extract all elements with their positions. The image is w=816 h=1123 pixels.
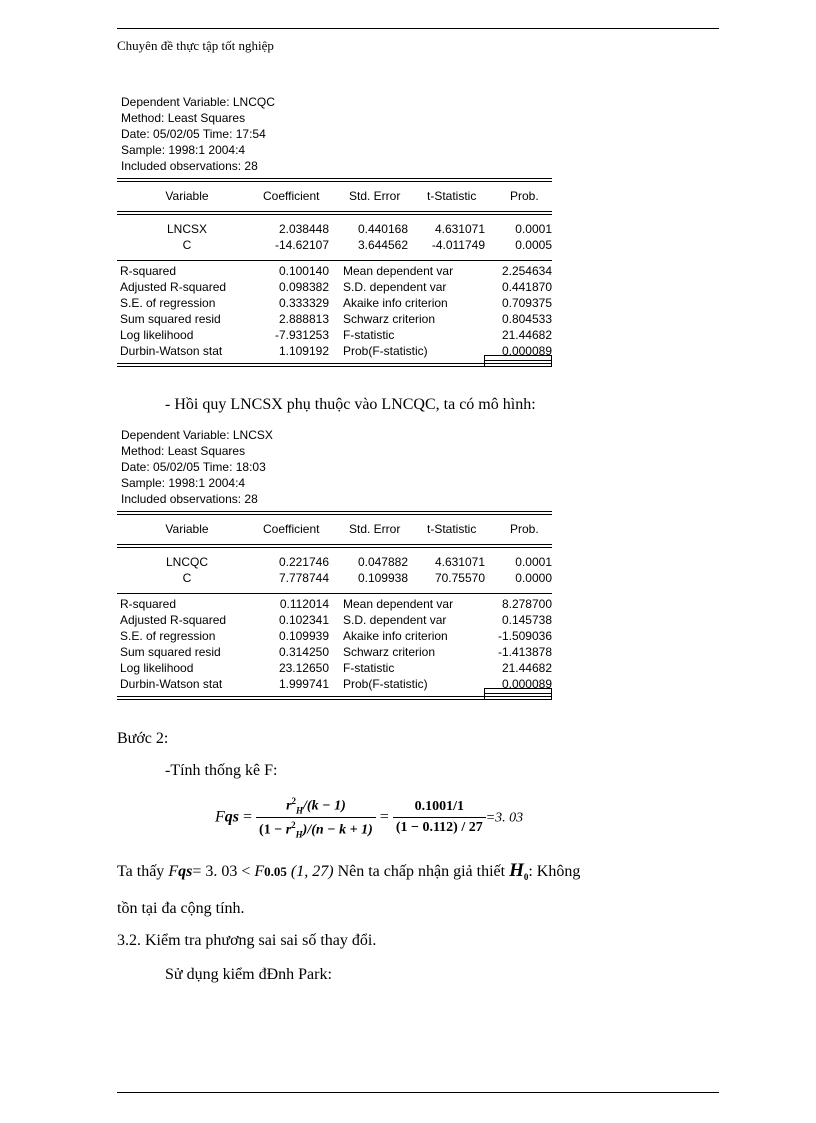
stat-label: Schwarz criterion [343,645,436,659]
equals-sign: = [379,808,389,826]
stat-value: 0.000089 [501,677,552,691]
col-header: t-Statistic [427,522,477,536]
col-header: Prob. [510,189,539,203]
stat-value: 1.109192 [278,344,329,358]
stat-value: -1.413878 [497,645,552,659]
reg2-info [121,427,273,507]
stat-value: 0.145738 [501,613,552,627]
denominator [256,818,376,839]
cell: 0.221746 [278,555,329,569]
f-formula [215,796,523,840]
table-row [117,238,552,254]
info-line: Date: 05/02/05 Time: 17:54 [121,127,266,141]
fraction-values [393,799,486,836]
fraction-general [256,796,376,840]
stat-value: 2.254634 [501,264,552,278]
cell: LNCSX [166,222,207,236]
cell: LNCQC [165,555,208,569]
info-line: Sample: 1998:1 2004:4 [121,476,246,490]
stat-label: Log likelihood [120,661,194,675]
stat-label: Akaike info criterion [343,629,448,643]
stat-label: Durbin-Watson stat [120,677,223,691]
cell: 0.0001 [515,222,552,236]
table-rule [117,178,552,182]
stat-label: Adjusted R-squared [120,613,227,627]
info-line: Method: Least Squares [121,111,246,125]
stats-row [117,280,552,296]
stat-value: 0.709375 [501,296,552,310]
stat-label: S.E. of regression [120,629,216,643]
section-heading: 3.2. Kiểm tra phương sai sai số thay đổi. [117,932,377,949]
stat-value: 21.44682 [501,328,552,342]
stat-value: 2.888813 [278,312,329,326]
info-line: Sample: 1998:1 2004:4 [121,143,246,157]
cell: C [182,238,192,252]
sub: H [295,829,303,840]
stat-value: 0.112014 [279,597,329,611]
den-rest: )/(n − k + 1) [302,823,373,839]
sub: H [296,805,304,816]
cell: 0.440168 [357,222,408,236]
text: Ta thấy [117,863,169,880]
highlight-box [484,688,552,700]
stat-label: S.E. of regression [120,296,216,310]
cell: -14.62107 [274,238,329,252]
cell: 4.631071 [434,555,485,569]
equals-sign: = [243,808,253,826]
stat-value: 0.000089 [501,344,552,358]
col-header: Std. Error [349,522,401,536]
stats-row [117,296,552,312]
cell: 0.047882 [357,555,408,569]
qs-subscript: qs [224,808,240,826]
info-line: Dependent Variable: LNCSX [121,428,273,442]
text: = 3. 03 < [192,863,255,880]
stat-value: 0.804533 [501,312,552,326]
stat-value: 21.44682 [501,661,552,675]
stat-label: Sum squared resid [120,312,221,326]
cell: 0.0005 [515,238,552,252]
info-line: Date: 05/02/05 Time: 18:03 [121,460,266,474]
stats-row [117,629,552,645]
reg1-info [121,94,275,174]
cell: 0.0000 [515,571,552,585]
footer-rule [117,1092,719,1093]
f-symbol: F [168,863,179,880]
stats-row [117,661,552,677]
denominator: (1 − 0.112) / 27 [395,820,483,836]
stat-label: F-statistic [343,328,395,342]
alpha-subscript: 0.05 [264,864,287,879]
stats-row [117,613,552,629]
cell: 0.109938 [357,571,408,585]
result: =3. 03 [485,810,524,826]
num-rest: /(k − 1) [303,798,346,814]
info-line: Method: Least Squares [121,444,246,458]
stat-label: R-squared [120,264,177,278]
stat-label: Durbin-Watson stat [120,344,223,358]
col-header: Std. Error [349,189,401,203]
stat-value: -7.931253 [274,328,329,342]
paragraph: - Hồi quy LNCSX phụ thuộc vào LNCQC, ta có mô hình: [165,396,536,413]
stat-value: -1.509036 [497,629,552,643]
h-subscript: 0 [523,872,529,883]
table-row [117,222,552,238]
cell: 7.778744 [278,571,329,585]
cell: -4.011749 [431,238,485,252]
text: Nên ta chấp nhận giả thiết [333,863,510,880]
step-heading: Bước 2: [117,730,169,747]
stat-label: S.D. dependent var [343,280,447,294]
stat-label: Prob(F-statistic) [343,344,428,358]
stat-value: 0.102341 [278,613,329,627]
highlight-box [484,355,552,367]
info-line: Included observations: 28 [121,492,258,506]
col-header: Variable [165,522,209,536]
conclusion-line-2: tồn tại đa cộng tính. [117,900,245,917]
f-args: (1, 27) [286,863,334,880]
stats-row [117,645,552,661]
table-header-row [117,189,552,211]
table-rule [117,511,552,515]
r-var: r [285,823,292,839]
header-rule [117,28,719,29]
stat-label: Sum squared resid [120,645,221,659]
col-header: Prob. [510,522,539,536]
r-var: r [286,798,292,814]
subheading: -Tính thống kê F: [165,762,278,779]
stat-label: S.D. dependent var [343,613,447,627]
stat-label: Adjusted R-squared [120,280,227,294]
cell: 3.644562 [357,238,408,252]
qs-subscript: qs [178,863,193,880]
stat-label: Akaike info criterion [343,296,448,310]
page-header: Chuyên đề thực tập tốt nghiệp [117,38,274,53]
stat-value: 0.100140 [278,264,329,278]
col-header: Coefficient [263,522,320,536]
reg2-table [117,511,552,700]
info-line: Dependent Variable: LNCQC [121,95,275,109]
stats-row [117,328,552,344]
den-open: (1 − [259,823,286,839]
cell: 2.038448 [278,222,329,236]
numerator [256,796,376,818]
cell: 4.631071 [434,222,485,236]
stat-value: 1.999741 [278,677,329,691]
col-header: t-Statistic [427,189,477,203]
exp: 2 [291,796,297,806]
h-symbol: H [509,860,524,881]
stat-label: F-statistic [343,661,395,675]
f-symbol: F [215,808,225,826]
info-line: Included observations: 28 [121,159,258,173]
stat-value: 0.109939 [278,629,329,643]
stat-value: 0.098382 [278,280,329,294]
exp: 2 [291,820,296,831]
reg1-table [117,178,552,367]
table-row [117,571,552,587]
stat-label: Mean dependent var [343,264,454,278]
col-header: Variable [165,189,209,203]
stat-label: Log likelihood [120,328,194,342]
stats-row [117,597,552,613]
stat-label: R-squared [120,597,177,611]
cell: 0.0001 [515,555,552,569]
table-row [117,555,552,571]
stat-value: 0.441870 [501,280,552,294]
cell: 70.75570 [434,571,485,585]
text: : Không [528,863,581,880]
numerator: 0.1001/1 [393,799,486,818]
stat-value: 0.333329 [278,296,329,310]
f-symbol: F [254,863,265,880]
cell: C [182,571,192,585]
stats-row [117,312,552,328]
stats-row [117,264,552,280]
stat-label: Mean dependent var [343,597,454,611]
stat-value: 0.314250 [278,645,329,659]
stat-value: 23.12650 [278,661,329,675]
stat-value: 8.278700 [501,597,552,611]
col-header: Coefficient [263,189,320,203]
stat-label: Prob(F-statistic) [343,677,428,691]
stat-label: Schwarz criterion [343,312,436,326]
paragraph: Sử dụng kiểm đĐnh Park: [165,966,332,983]
conclusion-line [117,860,580,882]
table-header-row [117,522,552,544]
